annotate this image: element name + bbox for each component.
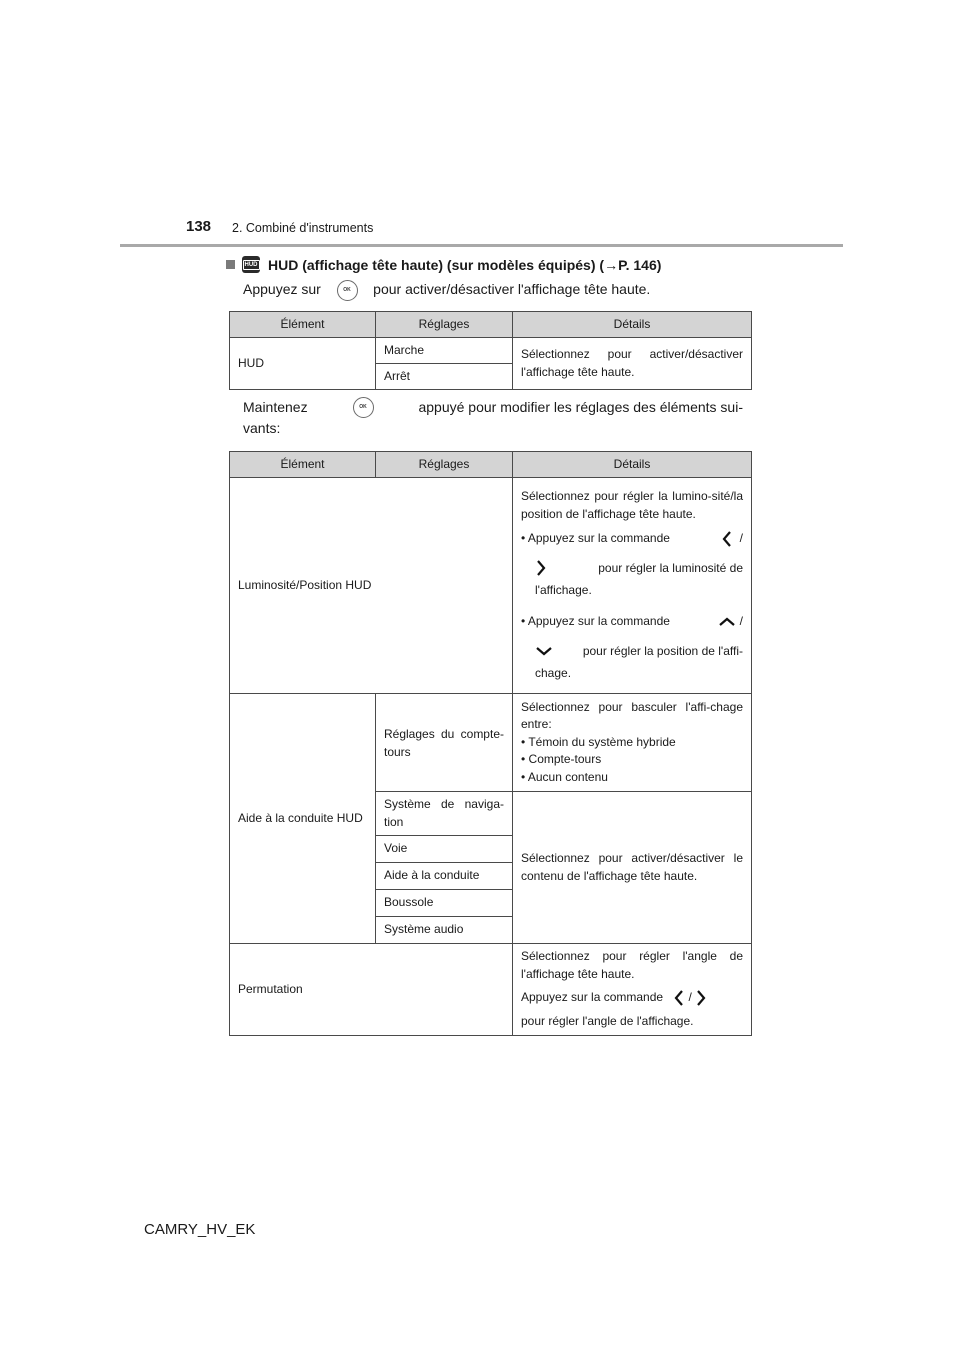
table-cell-setting: Système de naviga-tion bbox=[376, 792, 513, 836]
table-cell-setting: Marche bbox=[376, 338, 513, 364]
ok-button-icon: OK bbox=[353, 397, 374, 418]
table-cell-element: HUD bbox=[230, 338, 376, 390]
column-header-element: Élément bbox=[230, 312, 376, 338]
column-header-element: Élément bbox=[230, 452, 376, 478]
square-bullet-icon bbox=[226, 260, 235, 269]
table-cell-details: Sélectionnez pour activer/désactiver le contenu de l'affichage tête haute. bbox=[513, 792, 752, 944]
chevron-right-icon bbox=[535, 559, 547, 577]
hud-icon: HUD bbox=[242, 256, 260, 273]
hud-toggle-table bbox=[229, 311, 752, 390]
chevron-down-icon bbox=[535, 645, 553, 657]
footer-model-code: CAMRY_HV_EK bbox=[144, 1221, 256, 1238]
table-cell-element: Permutation bbox=[230, 944, 513, 1036]
chevron-left-icon bbox=[673, 989, 685, 1007]
table-cell-setting: Aide à la conduite bbox=[376, 863, 513, 890]
table-cell-element: Aide à la conduite HUD bbox=[230, 694, 376, 944]
header-divider bbox=[120, 244, 843, 247]
table-cell-details: Sélectionnez pour activer/désactiver l'affichage tête haute. bbox=[513, 338, 752, 390]
column-header-settings: Réglages bbox=[376, 312, 513, 338]
table-cell-details: Sélectionnez pour régler l'angle de l'affichage tête haute. Appuyez sur la commande / pour régler l'angle de l'affichage. bbox=[513, 944, 752, 1036]
table-cell-setting: Réglages du compte-tours bbox=[376, 694, 513, 792]
chapter-title: 2. Combiné d'instruments bbox=[232, 221, 374, 235]
table-cell-setting: Boussole bbox=[376, 890, 513, 917]
section-heading bbox=[226, 256, 661, 273]
page-reference: →P. 146) bbox=[604, 256, 662, 273]
column-header-details: Détails bbox=[513, 452, 752, 478]
column-header-details: Détails bbox=[513, 312, 752, 338]
ok-button-icon: OK bbox=[337, 280, 358, 301]
table-cell-setting: Arrêt bbox=[376, 364, 513, 390]
table-cell-details: Sélectionnez pour basculer l'affi-chage entre: • Témoin du système hybride • Compte-tours • Aucun contenu bbox=[513, 694, 752, 792]
table-cell-details: Sélectionnez pour régler la lumino-sité/la position de l'affichage tête haute. • Appuyez sur la commande / pour régler la luminosité de l'affichage. • Appuyez sur la commande / pour régler la position de l'affi- chage. bbox=[513, 478, 752, 694]
column-header-settings: Réglages bbox=[376, 452, 513, 478]
chevron-left-icon bbox=[721, 530, 733, 548]
chevron-up-icon bbox=[718, 616, 736, 628]
intro-paragraph: Appuyez sur OK pour activer/désactiver l'affichage tête haute. bbox=[243, 279, 650, 301]
table-cell-element: Luminosité/Position HUD bbox=[230, 478, 513, 694]
table-cell-setting: Voie bbox=[376, 836, 513, 863]
table-cell-setting: Système audio bbox=[376, 917, 513, 944]
page-number: 138 bbox=[186, 218, 212, 235]
section-title: HUD (affichage tête haute) (sur modèles équipés) ( bbox=[268, 256, 605, 273]
hold-paragraph: Maintenez OK appuyé pour modifier les réglages des éléments sui- vants: bbox=[243, 399, 743, 436]
chevron-right-icon bbox=[695, 989, 707, 1007]
hud-settings-table bbox=[229, 451, 752, 1036]
